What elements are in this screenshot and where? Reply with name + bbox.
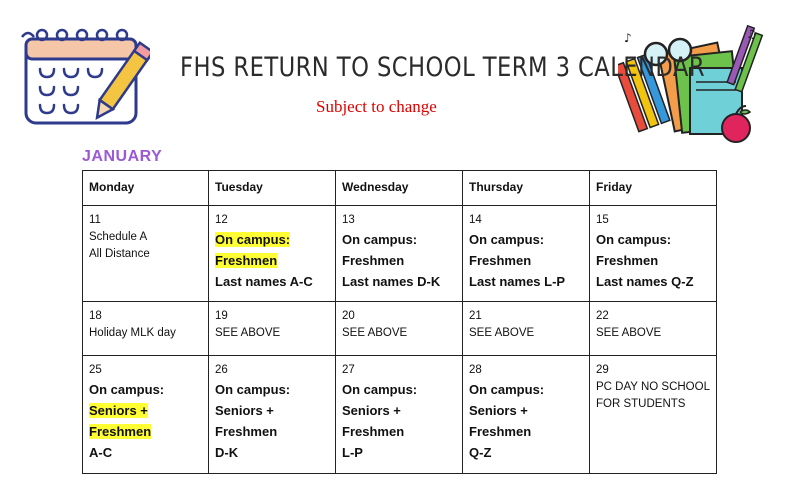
calendar-day-cell [463, 206, 590, 302]
calendar-pencil-icon [20, 25, 150, 130]
highlighted-note: Freshmen [89, 424, 152, 439]
day-note-line [89, 442, 202, 463]
highlighted-note: Freshmen [215, 253, 278, 268]
day-note-line [215, 400, 329, 421]
day-note: Holiday MLK day [89, 327, 176, 339]
svg-text:♫: ♫ [746, 27, 757, 41]
day-note-line [215, 442, 329, 463]
day-note-line [596, 396, 710, 413]
day-note-line [215, 421, 329, 442]
day-note-line [469, 271, 583, 292]
calendar-day-cell [336, 206, 463, 302]
day-note-line [89, 421, 202, 442]
day-note: Seniors + [469, 403, 528, 418]
day-note-line [89, 325, 202, 342]
day-note-line [469, 229, 583, 250]
calendar-day-cell [336, 302, 463, 356]
weekday-header: Wednesday [336, 171, 463, 206]
day-note: Last names Q-Z [596, 274, 694, 289]
day-note-line [469, 250, 583, 271]
day-note: Seniors + [342, 403, 401, 418]
day-note: On campus: [469, 232, 545, 247]
day-number: 20 [342, 310, 355, 322]
day-note: On campus: [89, 382, 165, 397]
day-number: 11 [89, 214, 101, 226]
day-note: Last names D-K [342, 274, 441, 289]
day-note-line [89, 229, 202, 246]
day-note: Freshmen [342, 253, 405, 268]
weekday-header: Monday [83, 171, 209, 206]
day-note: Last names L-P [469, 274, 566, 289]
day-note-line [596, 271, 710, 292]
day-note: Freshmen [469, 424, 532, 439]
day-number: 25 [89, 364, 102, 376]
weekday-header: Friday [590, 171, 717, 206]
day-note: L-P [342, 445, 363, 460]
day-note: A-C [89, 445, 113, 460]
day-note: On campus: [596, 232, 672, 247]
day-note: Last names A-C [215, 274, 313, 289]
calendar-table [82, 170, 717, 474]
day-number: 26 [215, 364, 228, 376]
day-note-line [596, 229, 710, 250]
day-number: 29 [596, 364, 609, 376]
day-number: 19 [215, 310, 228, 322]
calendar-day-cell [590, 206, 717, 302]
day-note: Freshmen [469, 253, 532, 268]
day-note-line [342, 421, 456, 442]
day-note-line [469, 325, 583, 342]
day-note: On campus: [469, 382, 545, 397]
day-note: Seniors + [215, 403, 274, 418]
day-note-line [89, 246, 202, 263]
day-note: SEE ABOVE [215, 327, 281, 339]
subtitle: Subject to change [316, 97, 437, 116]
day-note-line [215, 379, 329, 400]
calendar-day-cell [83, 302, 209, 356]
day-note-line [469, 379, 583, 400]
calendar-day-cell [209, 302, 336, 356]
day-note: On campus: [342, 232, 418, 247]
page-title: FHS RETURN TO SCHOOL TERM 3 CALENDAR [180, 52, 706, 83]
day-note-line [215, 271, 329, 292]
calendar-day-cell [336, 356, 463, 474]
day-note-line [596, 379, 710, 396]
calendar-day-cell [209, 356, 336, 474]
calendar-day-cell [463, 356, 590, 474]
day-note: Freshmen [215, 424, 278, 439]
day-note: Schedule A [89, 231, 148, 243]
day-note: SEE ABOVE [596, 327, 662, 339]
day-note-line [342, 250, 456, 271]
weekday-header: Tuesday [209, 171, 336, 206]
calendar-week-row [83, 302, 717, 356]
day-note: SEE ABOVE [469, 327, 535, 339]
calendar-day-cell [83, 356, 209, 474]
day-number: 14 [469, 214, 482, 226]
day-note: FOR STUDENTS [596, 398, 686, 410]
day-number: 12 [215, 214, 228, 226]
svg-text:♪: ♪ [624, 31, 632, 45]
day-note-line [342, 229, 456, 250]
day-number: 27 [342, 364, 355, 376]
calendar-week-row [83, 356, 717, 474]
day-note-line [342, 379, 456, 400]
day-note: Freshmen [342, 424, 405, 439]
day-number: 18 [89, 310, 102, 322]
day-note-line [342, 325, 456, 342]
day-number: 15 [596, 214, 609, 226]
day-note-line [469, 400, 583, 421]
day-note: All Distance [89, 248, 150, 260]
highlighted-note: Seniors + [89, 403, 148, 418]
day-note-line [342, 442, 456, 463]
calendar-week-row [83, 206, 717, 302]
day-number: 21 [469, 310, 482, 322]
day-note-line [596, 325, 710, 342]
day-note-line [342, 271, 456, 292]
day-note-line [469, 442, 583, 463]
day-note: PC DAY NO SCHOOL [596, 381, 710, 393]
highlighted-note: On campus: [215, 232, 291, 247]
day-note: D-K [215, 445, 239, 460]
day-note-line [215, 325, 329, 342]
day-note-line [469, 421, 583, 442]
day-note-line [89, 379, 202, 400]
day-note-line [596, 250, 710, 271]
day-number: 13 [342, 214, 355, 226]
calendar-day-cell [590, 302, 717, 356]
day-note-line [215, 250, 329, 271]
day-note: On campus: [215, 382, 291, 397]
calendar-day-cell [590, 356, 717, 474]
calendar-day-cell [83, 206, 209, 302]
day-number: 28 [469, 364, 482, 376]
weekday-header: Thursday [463, 171, 590, 206]
calendar-day-cell [463, 302, 590, 356]
day-note-line [89, 400, 202, 421]
day-note: Freshmen [596, 253, 659, 268]
day-note-line [342, 400, 456, 421]
calendar-day-cell [209, 206, 336, 302]
day-note-line [215, 229, 329, 250]
day-note: SEE ABOVE [342, 327, 408, 339]
month-heading: JANUARY [82, 148, 163, 165]
weekday-header-row [83, 171, 717, 206]
day-note: On campus: [342, 382, 418, 397]
day-number: 22 [596, 310, 609, 322]
day-note: Q-Z [469, 445, 492, 460]
